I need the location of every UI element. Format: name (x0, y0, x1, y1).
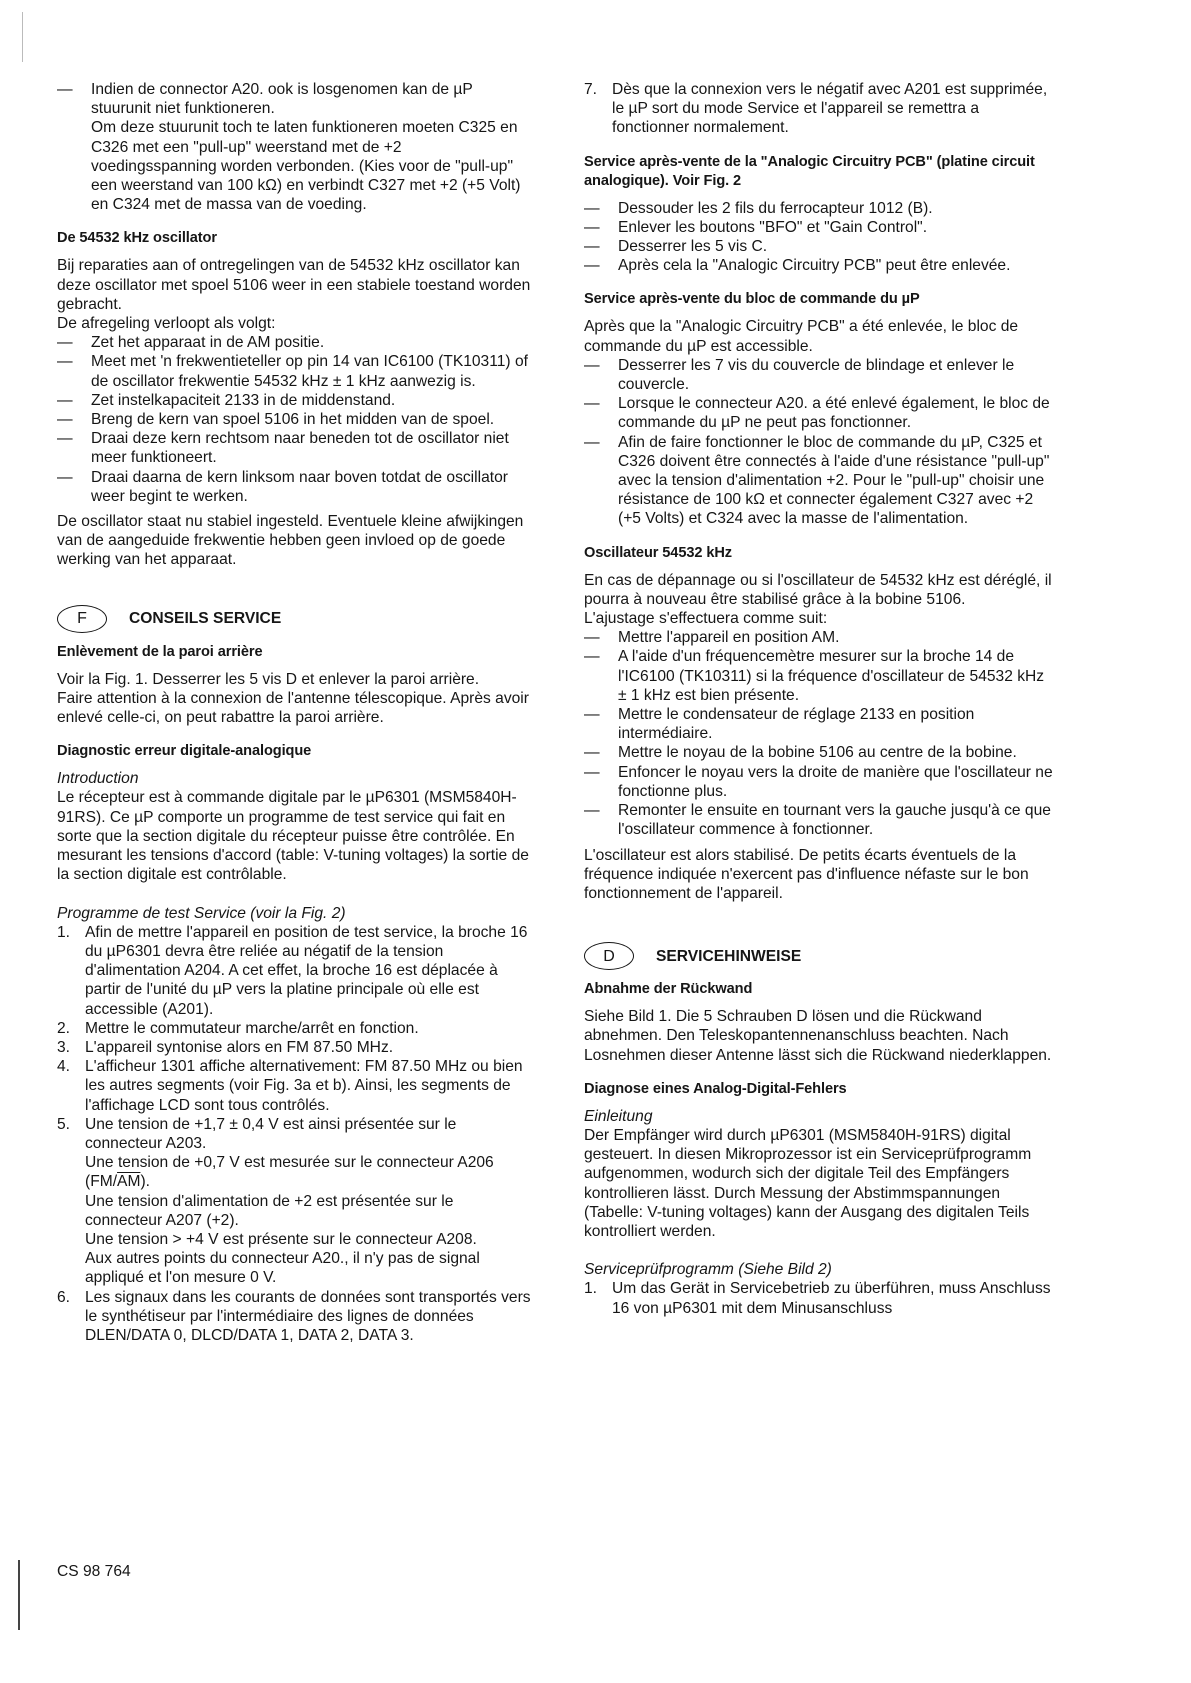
list-item-continuation: Om deze stuurunit toch te laten funktioneren moeten C325 en C326 met een "pull-up" weerstand met de +2 voedingsspanning worden verbonden. (Kies voor de "pull-up" een weerstand van 100 kΩ) en verbindt C327 met +2 (+5 Volt) en C324 met de massa van de voeding. (91, 119, 521, 214)
paragraph: Voir la Fig. 1. Desserrer les 5 vis D et enlever la paroi arrière. (57, 670, 480, 688)
fr-analog-pcb-section (584, 153, 1056, 276)
paragraph: Der Empfänger wird durch µP6301 (MSM5840H-91RS) digital gesteuert. In diesen Mikroprozessor ist ein Serviceprüfprogramm aufgenommen, wodurch sich der digitale Teil des Empfängers kontrollieren lässt. Durch Messung der Abstimmspannungen (Tabelle: V-tuning voltages) kann der Ausgang des digitalen Teils kontrolliert werden. (584, 1126, 1032, 1240)
section-heading: Service après-vente de la "Analogic Circuitry PCB" (platine circuit analogique). Voir Fig. 2 (584, 153, 1035, 189)
de-back-panel-section (584, 980, 1056, 1065)
list-item: 5. Une tension de +1,7 ± 0,4 V est ainsi présentée sur le connecteur A203. Une tension de +0,7 V est mesurée sur le connecteur A206 $(FM/\overline{AM})$. Une tension d'alimentation de +2 est présentée sur le connecteur A207 (+2). Une tension > +4 V est présente sur le connecteur A208. Aux autres points du connecteur A20., il n'y pas de signal appliqué et l'on mesure 0 V. (57, 1115, 494, 1287)
section-title-text: CONSEILS SERVICE (129, 610, 282, 628)
scan-mark (22, 12, 23, 62)
section-heading: Abnahme der Rückwand (584, 981, 753, 998)
paragraph: Après que la "Analogic Circuitry PCB" a été enlevée, le bloc de commande du µP est accessible. (584, 318, 1019, 355)
list-item: — Afin de faire fonctionner le bloc de commande du µP, C325 et C326 doivent être connectés à l'aide d'une résistance "pull-up" avec la tension d'alimentation +2. Pour le "pull-up" choisir une résistance de 100 kΩ et connecter également C327 avec +2 (+5 Volts) et C324 avec la masse de l'alimentation. (584, 433, 1056, 529)
section-title-text: SERVICEHINWEISE (656, 947, 802, 965)
paragraph: Siehe Bild 1. Die 5 Schrauben D lösen und die Rückwand abnehmen. Den Teleskopantennenanschluss beachten. Nach Losnehmen dieser Antenne lässt sich die Rückwand niederklappen. (584, 1008, 1052, 1064)
paragraph: L'oscillateur est alors stabilisé. De petits écarts éventuels de la fréquence indiquée n'exercent pas d'influence néfaste sur le bon fonctionnement de l'appareil. (584, 846, 1029, 902)
nl-pullup-note (57, 80, 531, 214)
paragraph: En cas de dépannage ou si l'oscillateur de 54532 kHz est déréglé, il pourra à nouveau être stabilisé grâce à la bobine 5106. (584, 571, 1052, 608)
language-badge-fr: F (57, 605, 107, 633)
list-item: — Enlever les boutons "BFO" et "Gain Control". (584, 218, 1056, 237)
paragraph: Faire attention à la connexion de l'antenne télescopique. Après avoir enlevé celle-ci, on peut rabattre la paroi arrière. (57, 689, 529, 727)
section-heading: Enlèvement de la paroi arrière (57, 643, 263, 660)
de-diagnostic-section (584, 1080, 1056, 1318)
nl-oscillator-section (57, 229, 531, 569)
list-item: 4. L'afficheur 1301 affiche alternativement: FM 87.50 MHz ou bien les autres segments (voir Fig. 3a et b). Ainsi, les segments de l'affichage LCD sont tous contrôlés. (57, 1058, 523, 1114)
list-item: 2. Mettre le commutateur marche/arrêt en fonction. (57, 1019, 419, 1037)
list-item: — Mettre le noyau de la bobine 5106 au centre de la bobine. (584, 743, 1056, 762)
fr-up-control-section (584, 290, 1056, 528)
section-title-de (584, 942, 1056, 970)
fr-diagnostic-section (57, 742, 531, 1345)
list-item: 1. Um das Gerät in Servicebetrieb zu überführen, muss Anschluss 16 von µP6301 mit dem Minusanschluss (584, 1280, 1051, 1317)
section-heading: Oscillateur 54532 kHz (584, 544, 732, 561)
left-column (57, 80, 531, 1345)
scan-mark (18, 1560, 20, 1630)
list-item: — Draai deze kern rechtsom naar beneden tot de oscillator niet meer funktioneert. (57, 429, 531, 467)
section-heading: Diagnose eines Analog-Digital-Fehlers (584, 1080, 847, 1097)
list-item: — Draai daarna de kern linksom naar boven totdat de oscillator weer begint te werken. (57, 468, 531, 506)
am-overline: $\overline{AM}$ (117, 1173, 141, 1191)
list-item: — Breng de kern van spoel 5106 in het midden van de spoel. (57, 410, 531, 429)
document-code: CS 98 764 (57, 1563, 131, 1580)
subheading: Introduction (57, 770, 139, 788)
paragraph: Le récepteur est à commande digitale par le µP6301 (MSM5840H-91RS). Ce µP comporte un programme de test service qui fait en sorte que la section digitale du récepteur puisse être contrôlée. En mesurant les tensions d'accord (table: V-tuning voltages) la sortie de la section digitale est contrôlable. (57, 789, 529, 884)
paragraph: De oscillator staat nu stabiel ingesteld. Eventuele kleine afwijkingen van de aangeduide frekwentie hebben geen invloed op de goede werking van het apparaat. (57, 513, 524, 569)
list-item: — Remonter le ensuite en tournant vers la gauche jusqu'à ce que l'oscillateur commence à fonctionner. (584, 801, 1056, 839)
paragraph: Bij reparaties aan of ontregelingen van de 54532 kHz oscillator kan deze oscillator met spoel 5106 weer in een stabiele toestand worden gebracht. (57, 257, 531, 313)
language-badge-de: D (584, 942, 634, 970)
list-item: — Mettre l'appareil en position AM. (584, 628, 1056, 647)
section-heading: Service après-vente du bloc de commande du µP (584, 291, 920, 308)
list-item: — Après cela la "Analogic Circuitry PCB" peut être enlevée. (584, 256, 1056, 275)
list-item: — Lorsque le connecteur A20. a été enlevé également, le bloc de commande du µP ne peut pas fonctionner. (584, 394, 1056, 432)
subheading: Serviceprüfprogramm (Siehe Bild 2) (584, 1261, 832, 1279)
steps-list (57, 333, 531, 506)
paragraph: De afregeling verloopt als volgt: (57, 315, 276, 333)
list-item: — Desserrer les 5 vis C. (584, 237, 1056, 256)
fr-oscillator-section (584, 544, 1056, 903)
list-item: — A l'aide d'un fréquencemètre mesurer sur la broche 14 de l'IC6100 (TK10311) si la fréquence d'oscillateur de 54532 kHz ± 1 kHz est bien présente. (584, 647, 1056, 705)
list-item: — Dessouder les 2 fils du ferrocapteur 1012 (B). (584, 199, 1056, 218)
subheading: Einleitung (584, 1107, 653, 1125)
list-item: — Mettre le condensateur de réglage 2133 en position intermédiaire. (584, 705, 1056, 743)
fr-step-7 (584, 80, 1056, 138)
section-heading: De 54532 kHz oscillator (57, 230, 217, 247)
subheading: Programme de test Service (voir la Fig. 2) (57, 904, 346, 922)
list-item: — Zet het apparaat in de AM positie. (57, 333, 531, 352)
section-title-fr (57, 605, 531, 633)
list-item: 7. Dès que la connexion vers le négatif avec A201 est supprimée, le µP sort du mode Service et l'appareil se remettra a fonctionner normalement. (584, 81, 1048, 137)
list-item: — Enfoncer le noyau vers la droite de manière que l'oscillateur ne fonctionne plus. (584, 763, 1056, 801)
list-item: — Meet met 'n frekwentieteller op pin 14 van IC6100 (TK10311) of de oscillator frekwentie 54532 kHz ± 1 kHz aanwezig is. (57, 352, 531, 390)
fr-back-panel-section (57, 643, 531, 728)
list-item: 6. Les signaux dans les courants de données sont transportés vers le synthétiseur par l'intermédiaire des lignes de données DLEN/DATA 0, DLCD/DATA 1, DATA 2, DATA 3. (57, 1288, 531, 1344)
paragraph: L'ajustage s'effectuera comme suit: (584, 610, 828, 628)
right-column (584, 80, 1056, 1318)
section-heading: Diagnostic erreur digitale-analogique (57, 743, 312, 760)
numbered-steps (57, 923, 531, 1345)
list-item: 3. L'appareil syntonise alors en FM 87.50 MHz. (57, 1038, 394, 1056)
list-item: — Indien de connector A20. ook is losgenomen kan de µP stuurunit niet funktioneren. (57, 80, 531, 118)
list-item: — Zet instelkapaciteit 2133 in de middenstand. (57, 391, 531, 410)
list-item: — Desserrer les 7 vis du couvercle de blindage et enlever le couvercle. (584, 356, 1056, 394)
list-item: 1. Afin de mettre l'appareil en position de test service, la broche 16 du µP6301 devra être reliée au négatif de la tension d'alimentation A204. A cet effet, la broche 16 est déplacée à partir de l'unité du µP vers la platine principale où elle est accessible (A201). (57, 923, 528, 1018)
